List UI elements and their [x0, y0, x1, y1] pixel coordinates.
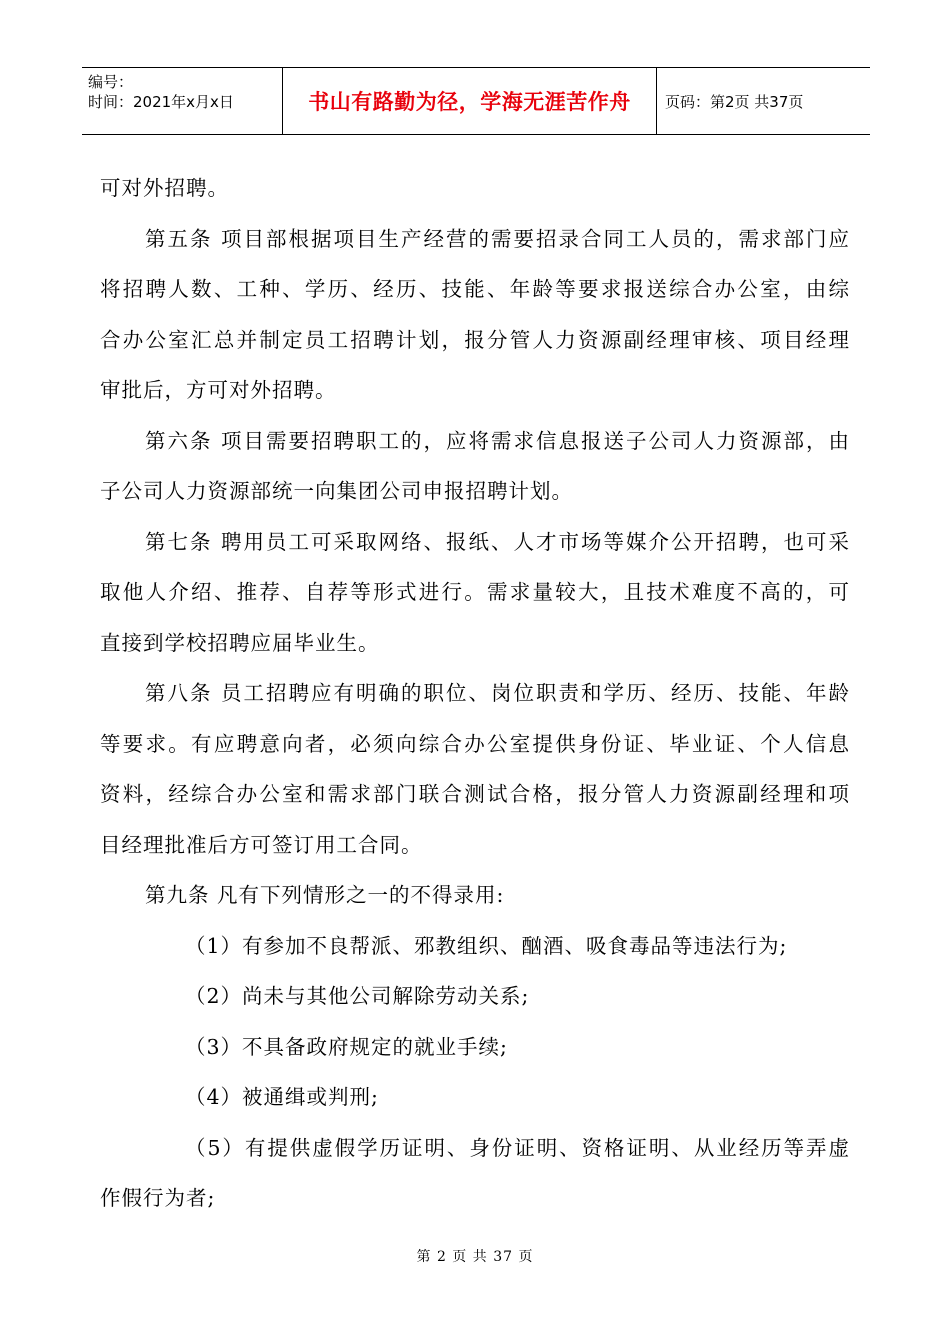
header-motto: 书山有路勤为径，学海无涯苦作舟 [308, 90, 631, 114]
list-item: （4）被通缉或判刑; [185, 1085, 379, 1109]
document-time-label: 时间：2021年x月x日 [88, 93, 234, 111]
body-line: 审批后，方可对外招聘。 [100, 378, 337, 402]
header-page-info: 页码：第2页 共37页 [665, 92, 804, 111]
article-9-line: 第九条 凡有下列情形之一的不得录用: [145, 883, 505, 907]
body-line: 资料，经综合办公室和需求部门联合测试合格，报分管人力资源副经理和项 [100, 782, 850, 806]
article-5-line: 第五条 项目部根据项目生产经营的需要招录合同工人员的，需求部门应 [145, 226, 850, 251]
page-header [82, 67, 870, 135]
body-line: 可对外招聘。 [100, 176, 229, 200]
body-line: 子公司人力资源部统一向集团公司申报招聘计划。 [100, 479, 573, 503]
header-page-cell [657, 68, 870, 134]
list-item: （1）有参加不良帮派、邪教组织、酗酒、吸食毒品等违法行为; [185, 933, 788, 958]
article-7-line: 第七条 聘用员工可采取网络、报纸、人才市场等媒介公开招聘，也可采 [145, 529, 850, 554]
list-item: （3）不具备政府规定的就业手续; [185, 1034, 508, 1059]
body-line: 等要求。有应聘意向者，必须向综合办公室提供身份证、毕业证、个人信息 [100, 731, 850, 756]
header-meta-cell [82, 68, 283, 134]
document-body [100, 163, 850, 1224]
body-line: 目经理批准后方可签订用工合同。 [100, 832, 423, 857]
document-number-label: 编号： [88, 73, 134, 91]
body-line: 取他人介绍、推荐、自荐等形式进行。需求量较大，且技术难度不高的，可 [100, 580, 850, 604]
body-line: 作假行为者; [100, 1186, 216, 1210]
article-8-line: 第八条 员工招聘应有明确的职位、岗位职责和学历、经历、技能、年龄 [145, 681, 850, 705]
header-motto-cell [283, 68, 657, 134]
body-line: 直接到学校招聘应届毕业生。 [100, 630, 380, 655]
list-item: （2）尚未与其他公司解除劳动关系; [185, 984, 530, 1008]
body-line: 将招聘人数、工种、学历、经历、技能、年龄等要求报送综合办公室，由综 [100, 277, 850, 301]
list-item: （5）有提供虚假学历证明、身份证明、资格证明、从业经历等弄虚 [185, 1135, 850, 1160]
page-footer: 第 2 页 共 37 页 [416, 1249, 534, 1265]
body-line: 合办公室汇总并制定员工招聘计划，报分管人力资源副经理审核、项目经理 [100, 327, 850, 352]
article-6-line: 第六条 项目需要招聘职工的，应将需求信息报送子公司人力资源部，由 [145, 428, 850, 453]
